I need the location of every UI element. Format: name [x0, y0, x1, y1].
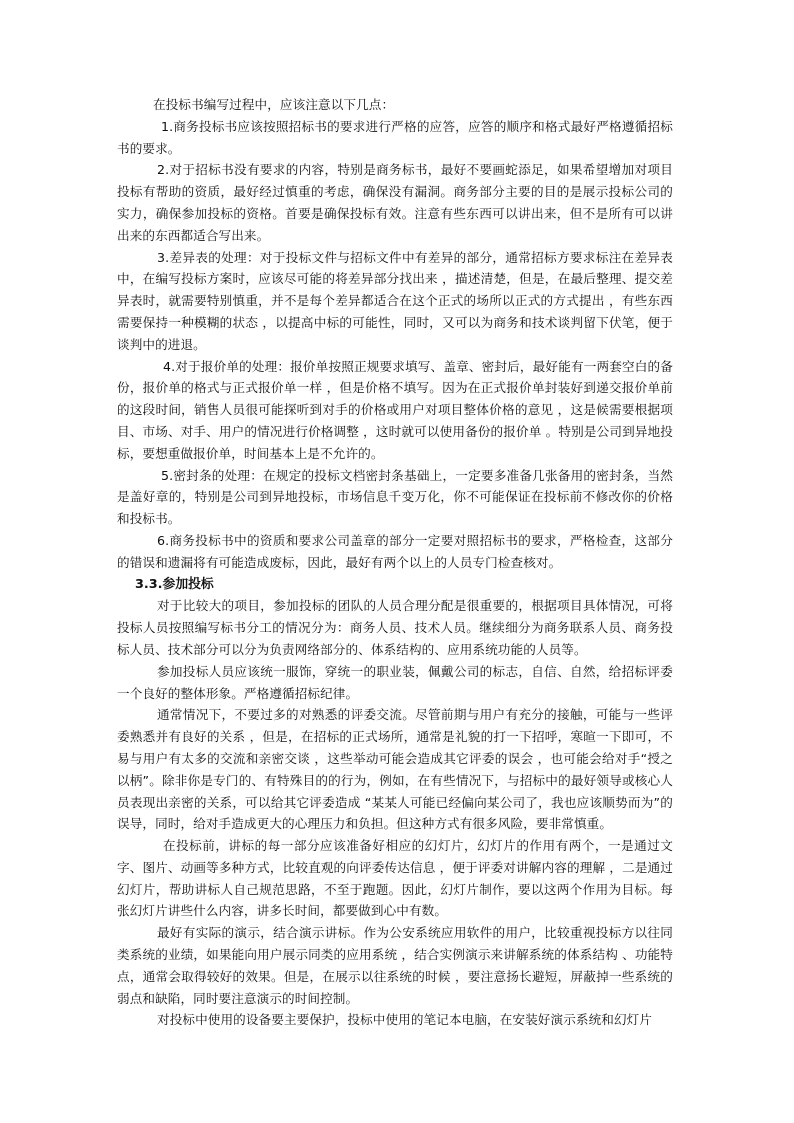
point-5-paragraph: 5.密封条的处理：在规定的投标文档密封条基础上，一定要多准备几张备用的密封条，当然是盖好章的，特别是公司到异地投标，市场信息千变万化，你不可能保证在投标前不修改你的价格和投标书。	[117, 467, 673, 527]
intro-paragraph: 在投标书编写过程中，应该注意以下几点：	[153, 97, 395, 112]
section-paragraph-attire: 参加投标人员应该统一服饰，穿统一的职业装，佩戴公司的标志，自信、自然，给招标评委一个良好的整体形象。严格遵循招标纪律。	[117, 663, 673, 701]
point-6-paragraph: 6.商务投标书中的资质和要求公司盖章的部分一定要对照招标书的要求，严格检查，这部分的错误和遗漏将有可能造成废标，因此，最好有两个以上的人员专门检查核对。	[117, 532, 673, 570]
document-body	[117, 94, 673, 1031]
section-paragraph-slides: 在投标前，讲标的每一部分应该准备好相应的幻灯片，幻灯片的作用有两个，一是通过文字、图片、动画等多种方式，比较直观的向评委传达信息 ，便于评委对讲解内容的理解 ，二是通过幻灯片，帮助讲标人自己规范思路，不至于跑题。因此，幻灯片制作，要以这两个作用为目标。每张幻灯片讲些什么内容，讲多长时间，都要做到心中有数。	[117, 838, 673, 919]
point-1-paragraph: 1.商务投标书应该按照招标书的要求进行严格的应答，应答的顺序和格式最好严格遵循招标书的要求。	[117, 118, 673, 156]
point-2-paragraph: 2.对于招标书没有要求的内容，特别是商务标书，最好不要画蛇添足，如果希望增加对项目投标有帮助的资质，最好经过慎重的考虑，确保没有漏洞。商务部分主要的目的是展示投标公司的实力，确保参加投标的资格。首要是确保投标有效。注意有些东西可以讲出来，但不是所有可以讲出来的东西都适合写出来。	[117, 162, 673, 243]
section-paragraph-demo: 最好有实际的演示，结合演示讲标。作为公安系统应用软件的用户，比较重视投标方以往同类系统的业绩，如果能向用户展示同类的应用系统 ，结合实例演示来讲解系统的体系结构 、功能特点，通常会取得较好的效果。但是，在展示以往系统的时候 ，要注意扬长避短，屏蔽掉一些系统的弱点和缺陷，同时要注意演示的时间控制。	[117, 925, 673, 1006]
section-heading: 3.3.参加投标	[135, 576, 214, 592]
point-3-paragraph: 3.差异表的处理：对于投标文件与招标文件中有差异的部分，通常招标方要求标注在差异表中，在编写投标方案时，应该尽可能的将差异部分找出来 ，描述清楚，但是，在最后整理、提交差异表时，就需要特别慎重，并不是每个差异都适合在这个正式的场所以正式的方式提出 ，有些东西需要保持一种模糊的状态 ，以提高中标的可能性，同时，又可以为商务和技术谈判留下伏笔，便于谈判中的进退。	[117, 249, 673, 352]
section-paragraph-communication: 通常情况下，不要过多的对熟悉的评委交流。尽管前期与用户有充分的接触，可能与一些评委熟悉并有良好的关系 ，但是，在招标的正式场所，通常是礼貌的打一下招呼，寒暄一下即可，不易与用户有太多的交流和亲密交谈 ，这些举动可能会造成其它评委的误会 ，也可能会给对手“授之以柄”。除非你是专门的、有特殊目的的行为，例如，在有些情况下，与招标中的最好领导或核心人员表现出亲密的关系，可以给其它评委造成 “某某人可能已经偏向某公司了，我也应该顺势而为”的误导，同时，给对手造成更大的心理压力和负担。但这种方式有很多风险，要非常慎重。	[117, 707, 673, 832]
section-paragraph-equipment: 对投标中使用的设备要主要保护，投标中使用的笔记本电脑，在安装好演示系统和幻灯片	[157, 1012, 653, 1028]
point-4-paragraph: 4.对于报价单的处理：报价单按照正规要求填写、盖章、密封后，最好能有一两套空白的备份，报价单的格式与正式报价单一样 ，但是价格不填写。因为在正式报价单封装好到递交报价单前的这段时间，销售人员很可能探听到对手的价格或用户对项目整体价格的意见 ，这是候需要根据项目、市场、对手、用户的情况进行价格调整 ，这时就可以使用备份的报价单 。特别是公司到异地投标，要想重做报价单，时间基本上是不允许的。	[117, 358, 673, 461]
section-paragraph-team: 对于比较大的项目，参加投标的团队的人员合理分配是很重要的，根据项目具体情况，可将投标人员按照编写标书分工的情况分为：商务人员、技术人员。继续细分为商务联系人员、商务投标人员、技术部分可以分为负责网络部分的、体系结构的、应用系统功能的人员等。	[117, 598, 673, 657]
